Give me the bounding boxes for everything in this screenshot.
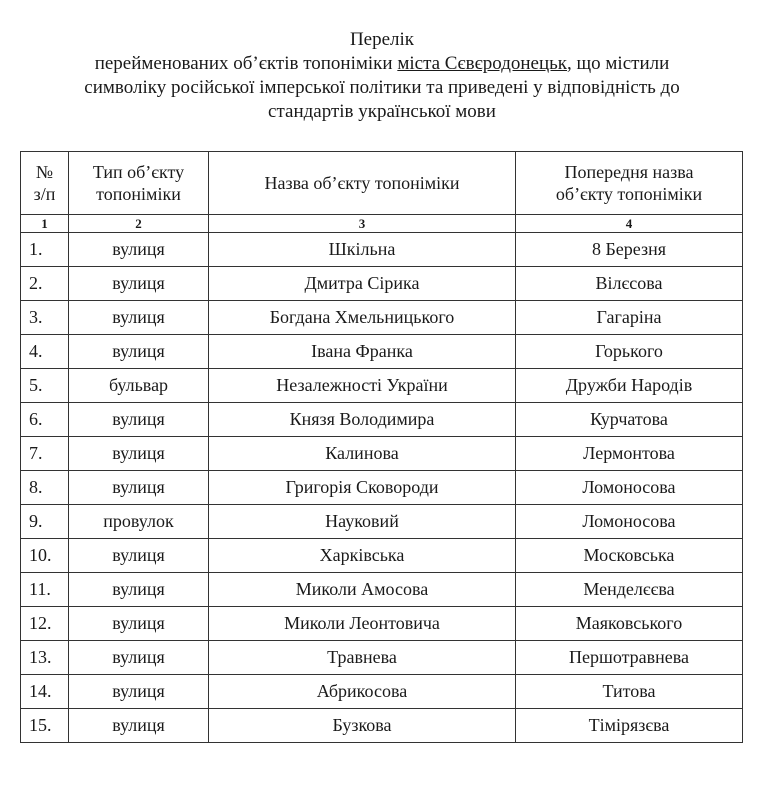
row-previous-name-cell: Ломоносова: [516, 505, 743, 539]
table-row: [21, 709, 743, 743]
row-type-cell: вулиця: [69, 471, 209, 505]
table-body: [21, 233, 743, 743]
table-row: [21, 267, 743, 301]
row-type-cell: вулиця: [69, 267, 209, 301]
header-type: [69, 152, 209, 215]
row-previous-name-cell: Гагаріна: [516, 301, 743, 335]
document-title: [0, 28, 764, 124]
row-name-cell: Шкільна: [209, 233, 516, 267]
table-row: [21, 403, 743, 437]
column-number-row: [21, 215, 743, 233]
row-previous-name-cell: Дружби Народів: [516, 369, 743, 403]
title-line-2-suffix: , що містили: [567, 53, 670, 74]
row-number-cell: 13.: [21, 641, 69, 675]
row-number-cell: 8.: [21, 471, 69, 505]
row-number-cell: 11.: [21, 573, 69, 607]
row-number-cell: 15.: [21, 709, 69, 743]
row-type-cell: вулиця: [69, 573, 209, 607]
row-previous-name-cell: Маяковського: [516, 607, 743, 641]
table-row: [21, 437, 743, 471]
title-line-1: Перелік: [349, 29, 415, 50]
toponyms-table: [20, 151, 743, 743]
table-row: [21, 369, 743, 403]
table-row: [21, 233, 743, 267]
header-num-text: № з/п: [33, 162, 56, 204]
row-type-cell: вулиця: [69, 301, 209, 335]
row-previous-name-cell: Менделєєва: [516, 573, 743, 607]
header-row: [21, 152, 743, 215]
column-number: 4: [516, 215, 743, 233]
row-name-cell: Бузкова: [209, 709, 516, 743]
row-type-cell: провулок: [69, 505, 209, 539]
row-type-cell: бульвар: [69, 369, 209, 403]
row-previous-name-cell: Лермонтова: [516, 437, 743, 471]
row-type-cell: вулиця: [69, 335, 209, 369]
header-name: Назва об’єкту топоніміки: [209, 152, 516, 215]
row-type-cell: вулиця: [69, 641, 209, 675]
table-row: [21, 335, 743, 369]
row-name-cell: Дмитра Сірика: [209, 267, 516, 301]
row-name-cell: Калинова: [209, 437, 516, 471]
row-name-cell: Абрикосова: [209, 675, 516, 709]
row-type-cell: вулиця: [69, 403, 209, 437]
column-number: 3: [209, 215, 516, 233]
title-line-4: стандартів української мови: [268, 101, 496, 122]
row-number-cell: 6.: [21, 403, 69, 437]
row-previous-name-cell: Титова: [516, 675, 743, 709]
row-name-cell: Науковий: [209, 505, 516, 539]
row-number-cell: 14.: [21, 675, 69, 709]
row-number-cell: 10.: [21, 539, 69, 573]
row-previous-name-cell: Першотравнева: [516, 641, 743, 675]
row-name-cell: Миколи Леонтовича: [209, 607, 516, 641]
table-row: [21, 301, 743, 335]
table-row: [21, 573, 743, 607]
title-line-2-prefix: перейменованих об’єктів топоніміки: [94, 53, 398, 74]
row-type-cell: вулиця: [69, 709, 209, 743]
row-previous-name-cell: Горького: [516, 335, 743, 369]
row-name-cell: Григорія Сковороди: [209, 471, 516, 505]
column-number: 2: [69, 215, 209, 233]
row-type-cell: вулиця: [69, 675, 209, 709]
row-name-cell: Івана Франка: [209, 335, 516, 369]
table-row: [21, 607, 743, 641]
row-number-cell: 4.: [21, 335, 69, 369]
row-number-cell: 1.: [21, 233, 69, 267]
row-number-cell: 7.: [21, 437, 69, 471]
row-type-cell: вулиця: [69, 607, 209, 641]
row-previous-name-cell: Курчатова: [516, 403, 743, 437]
row-number-cell: 5.: [21, 369, 69, 403]
row-name-cell: Незалежності України: [209, 369, 516, 403]
row-previous-name-cell: Тімірязєва: [516, 709, 743, 743]
row-number-cell: 9.: [21, 505, 69, 539]
row-number-cell: 2.: [21, 267, 69, 301]
city-name: міста Сєвєродонецьк: [397, 53, 568, 74]
table-row: [21, 471, 743, 505]
row-type-cell: вулиця: [69, 437, 209, 471]
row-name-cell: Миколи Амосова: [209, 573, 516, 607]
table-row: [21, 675, 743, 709]
header-num: [21, 152, 69, 215]
row-number-cell: 3.: [21, 301, 69, 335]
row-previous-name-cell: Московська: [516, 539, 743, 573]
table-row: [21, 641, 743, 675]
row-previous-name-cell: 8 Березня: [516, 233, 743, 267]
row-name-cell: Богдана Хмельницького: [209, 301, 516, 335]
header-previous-text: Попередня назва об’єкту топоніміки: [555, 162, 703, 204]
column-number: 1: [21, 215, 69, 233]
row-number-cell: 12.: [21, 607, 69, 641]
table-row: [21, 539, 743, 573]
header-previous: [516, 152, 743, 215]
row-name-cell: Харківська: [209, 539, 516, 573]
row-previous-name-cell: Ломоносова: [516, 471, 743, 505]
row-type-cell: вулиця: [69, 233, 209, 267]
title-line-2: [0, 52, 764, 76]
header-type-text: Тип об’єкту топоніміки: [92, 162, 185, 204]
table-row: [21, 505, 743, 539]
row-previous-name-cell: Вілєсова: [516, 267, 743, 301]
row-name-cell: Травнева: [209, 641, 516, 675]
row-name-cell: Князя Володимира: [209, 403, 516, 437]
title-line-3: символіку російської імперської політики та приведені у відповідність до: [84, 77, 680, 98]
row-type-cell: вулиця: [69, 539, 209, 573]
